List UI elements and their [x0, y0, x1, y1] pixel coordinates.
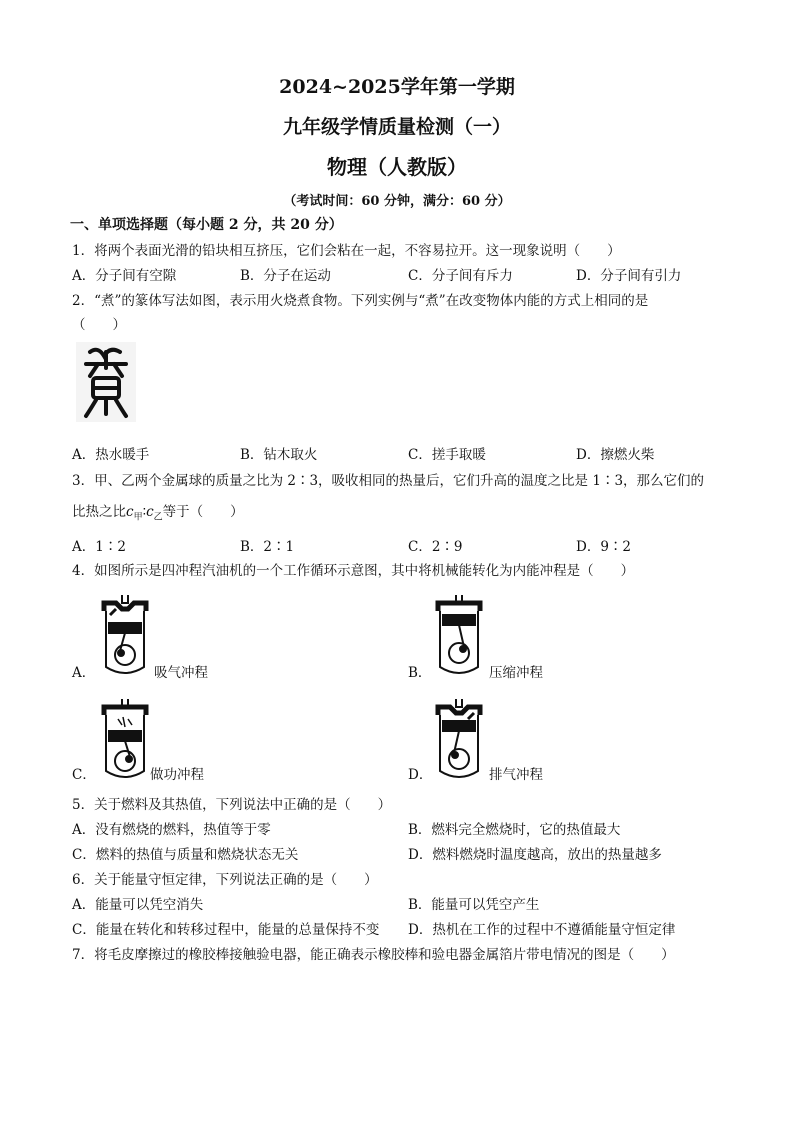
exam-info: （考试时间：60 分钟，满分：60 分）: [283, 194, 511, 209]
question-3-stem: 3．甲、乙两个金属球的质量之比为 2∶3，吸收相同的热量后，它们升高的温度之比是 1∶3，那么它们的: [72, 473, 705, 489]
question-4-stem: 4．如图所示是四冲程汽油机的一个工作循环示意图，其中将机械能转化为内能冲程是（ ）: [72, 563, 635, 579]
question-6-stem: 6．关于能量守恒定律，下列说法正确的是（ ）: [72, 872, 378, 888]
c-jia-subscript: 甲: [133, 512, 143, 523]
c-jia-symbol: c: [126, 504, 134, 520]
q4-option-b-letter: B．: [408, 665, 432, 681]
q5-option-c: C．燃料的热值与质量和燃烧状态无关: [72, 847, 299, 863]
q4-option-a-label: 吸气冲程: [154, 665, 208, 681]
q5-option-b: B．燃料完全燃烧时，它的热值最大: [408, 822, 621, 838]
q3-stem-post: 等于（ ）: [162, 504, 244, 520]
q4-option-c-letter: C．: [72, 767, 96, 783]
q6-option-c: C．能量在转化和转移过程中，能量的总量保持不变: [72, 922, 380, 938]
q6-option-b: B．能量可以凭空产生: [408, 897, 540, 913]
question-2-stem-cont: （ ）: [72, 317, 126, 333]
exam-name-title: 九年级学情质量检测（一）: [282, 116, 511, 138]
q2-option-b: B．钻木取火: [240, 447, 318, 463]
exam-year-title: 2024~2025学年第一学期: [279, 76, 515, 98]
q4-option-d-label: 排气冲程: [489, 767, 543, 783]
q5-option-a: A．没有燃烧的燃料，热值等于零: [72, 822, 271, 838]
q4-option-d-letter: D．: [408, 767, 433, 783]
exhaust-stroke-engine-image: [430, 697, 488, 779]
q3-option-b: B．2∶1: [240, 539, 295, 555]
q3-stem-pre: 比热之比: [72, 504, 126, 520]
q1-option-d: D．分子间有引力: [576, 268, 682, 284]
q3-option-d: D．9∶2: [576, 539, 632, 555]
intake-stroke-engine-image: [96, 593, 154, 675]
section-title: 一、单项选择题（每小题 2 分，共 20 分）: [70, 217, 343, 233]
subject-title: 物理（人教版）: [327, 155, 467, 179]
ratio-colon: ∶: [142, 504, 147, 520]
question-2-stem: 2．“煮”的篆体写法如图，表示用火烧煮食物。下列实例与“煮”在改变物体内能的方式上相同的是: [72, 293, 649, 309]
q5-option-d: D．燃料燃烧时温度越高，放出的热量越多: [408, 847, 662, 863]
question-3-stem-cont: [72, 500, 244, 523]
q6-option-a: A．能量可以凭空消失: [72, 897, 204, 913]
c-yi-subscript: 乙: [153, 512, 163, 523]
q4-option-b-label: 压缩冲程: [489, 665, 543, 681]
question-1-stem: 1．将两个表面光滑的铅块相互挤压，它们会粘在一起，不容易拉开。这一现象说明（ ）: [72, 243, 621, 259]
q2-option-d: D．擦燃火柴: [576, 447, 655, 463]
q6-option-d: D．热机在工作的过程中不遵循能量守恒定律: [408, 922, 676, 938]
power-stroke-engine-image: [96, 697, 154, 779]
q3-option-c: C．2∶9: [408, 539, 463, 555]
q2-option-a: A．热水暖手: [72, 447, 150, 463]
q1-option-c: C．分子间有斥力: [408, 268, 513, 284]
q3-option-a: A．1∶2: [72, 539, 126, 555]
compression-stroke-engine-image: [430, 593, 488, 675]
c-yi-symbol: c: [146, 504, 154, 520]
q1-option-b: B．分子在运动: [240, 268, 331, 284]
q4-option-a-letter: A．: [72, 665, 96, 681]
q4-option-c-label: 做功冲程: [150, 767, 204, 783]
zhu-seal-script-image: [76, 342, 136, 422]
q1-option-a: A．分子间有空隙: [72, 268, 177, 284]
question-7-stem: 7．将毛皮摩擦过的橡胶棒接触验电器，能正确表示橡胶棒和验电器金属箔片带电情况的图是（ ）: [72, 947, 675, 963]
question-5-stem: 5．关于燃料及其热值，下列说法中正确的是（ ）: [72, 797, 392, 813]
q2-option-c: C．搓手取暖: [408, 447, 486, 463]
